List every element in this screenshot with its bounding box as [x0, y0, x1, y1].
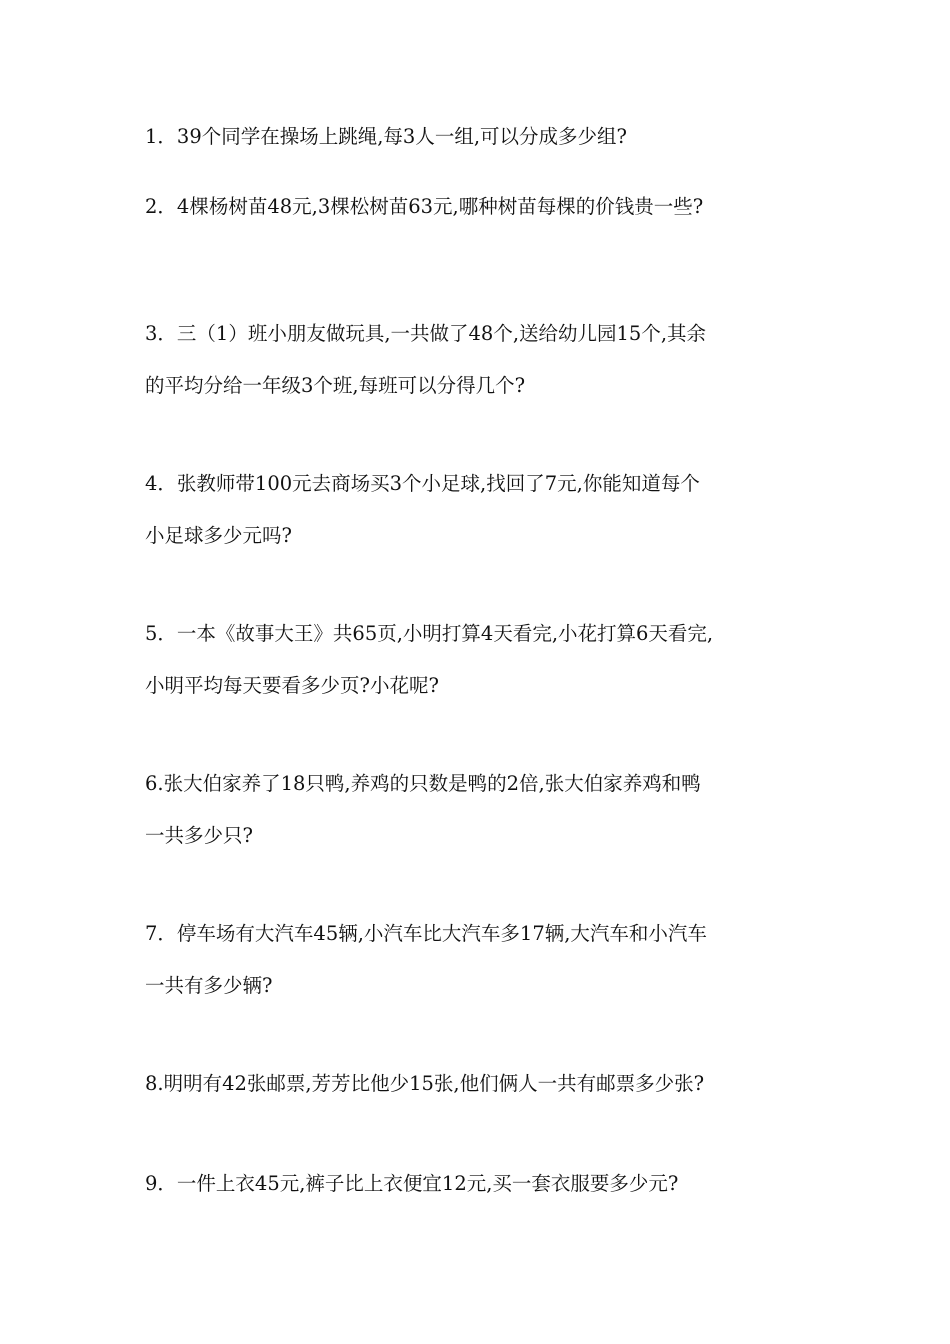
problem-line: 小足球多少元吗?: [145, 524, 292, 547]
problem-line: 1．39个同学在操场上跳绳,每3人一组,可以分成多少组?: [145, 125, 627, 148]
problem-line: 8.明明有42张邮票,芳芳比他少15张,他们俩人一共有邮票多少张?: [145, 1072, 705, 1095]
problem-line: 9．一件上衣45元,裤子比上衣便宜12元,买一套衣服要多少元?: [145, 1172, 679, 1195]
problem-9: [145, 1158, 810, 1210]
problem-line: 的平均分给一年级3个班,每班可以分得几个?: [145, 374, 526, 397]
problem-8: [145, 1058, 810, 1110]
problem-2: [145, 181, 810, 233]
problem-line: 2．4棵杨树苗48元,3棵松树苗63元,哪种树苗每棵的价钱贵一些?: [145, 195, 704, 218]
problem-line: 4．张教师带100元去商场买3个小足球,找回了7元,你能知道每个: [145, 472, 700, 495]
problem-line: 6.张大伯家养了18只鸭,养鸡的只数是鸭的2倍,张大伯家养鸡和鸭: [145, 772, 701, 795]
problem-1: [145, 111, 810, 163]
problem-line: 小明平均每天要看多少页?小花呢?: [145, 674, 439, 697]
problem-line: 3．三（1）班小朋友做玩具,一共做了48个,送给幼儿园15个,其余: [145, 322, 707, 345]
problem-7: [145, 908, 810, 1012]
problem-6: [145, 758, 810, 862]
problem-4: [145, 458, 810, 562]
problem-line: 一共多少只?: [145, 824, 253, 847]
problem-line: 7．停车场有大汽车45辆,小汽车比大汽车多17辆,大汽车和小汽车: [145, 922, 707, 945]
problem-5: [145, 608, 810, 712]
problem-line: 5．一本《故事大王》共65页,小明打算4天看完,小花打算6天看完,: [145, 622, 714, 645]
problem-3: [145, 308, 810, 412]
problem-line: 一共有多少辆?: [145, 974, 273, 997]
